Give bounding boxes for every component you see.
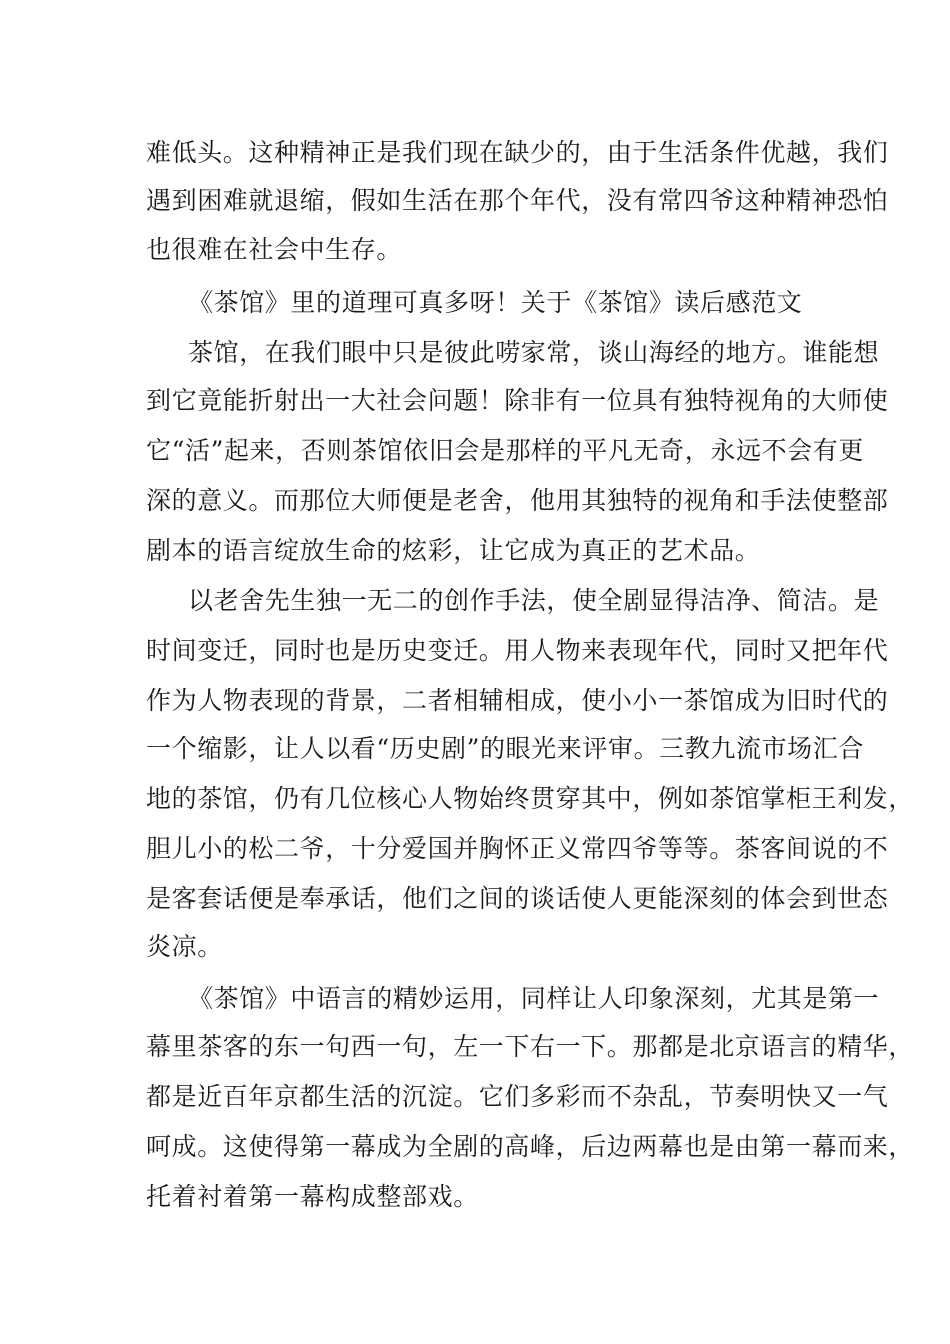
text-line: 剧本的语言绽放生命的炫彩，让它成为真正的艺术品。 <box>146 536 761 565</box>
text-line: 它“活”起来，否则茶馆依旧会是那样的平凡无奇，永远不会有更 <box>146 436 864 465</box>
text-line: 《茶馆》中语言的精妙运用，同样让人印象深刻，尤其是第一 <box>188 984 880 1013</box>
text-line: 托着衬着第一幕构成整部戏。 <box>146 1182 479 1211</box>
text-line: 到它竟能折射出一大社会问题！除非有一位具有独特视角的大师使 <box>146 386 889 415</box>
text-line: 作为人物表现的背景，二者相辅相成，使小小一茶馆成为旧时代的 <box>146 686 889 715</box>
text-line: 是客套话便是奉承话，他们之间的谈话使人更能深刻的体会到世态 <box>146 884 889 913</box>
text-line: 以老舍先生独一无二的创作手法，使全剧显得洁净、简洁。是 <box>188 586 880 615</box>
text-line: 幕里茶客的东一句西一句，左一下右一下。那都是北京语言的精华， <box>146 1032 915 1061</box>
section-heading: 《茶馆》里的道理可真多呀！关于《茶馆》读后感范文 <box>188 288 803 317</box>
text-line: 胆儿小的松二爷，十分爱国并胸怀正义常四爷等等。茶客间说的不 <box>146 834 889 863</box>
text-line: 难低头。这种精神正是我们现在缺少的，由于生活条件优越，我们 <box>146 138 889 167</box>
text-line: 一个缩影，让人以看“历史剧”的眼光来评审。三教九流市场汇合 <box>146 734 864 763</box>
text-line: 炎凉。 <box>146 932 223 961</box>
text-line: 地的茶馆，仍有几位核心人物始终贯穿其中，例如茶馆掌柜王利发， <box>146 784 915 813</box>
text-line: 也很难在社会中生存。 <box>146 235 403 264</box>
text-line: 呵成。这使得第一幕成为全剧的高峰，后边两幕也是由第一幕而来， <box>146 1132 915 1161</box>
text-line: 都是近百年京都生活的沉淀。它们多彩而不杂乱，节奏明快又一气 <box>146 1082 889 1111</box>
text-line: 遇到困难就退缩，假如生活在那个年代，没有常四爷这种精神恐怕 <box>146 186 889 215</box>
text-line: 时间变迁，同时也是历史变迁。用人物来表现年代，同时又把年代 <box>146 636 889 665</box>
text-line: 茶馆，在我们眼中只是彼此唠家常，谈山海经的地方。谁能想 <box>188 338 880 367</box>
text-line: 深的意义。而那位大师便是老舍，他用其独特的视角和手法使整部 <box>146 486 889 515</box>
